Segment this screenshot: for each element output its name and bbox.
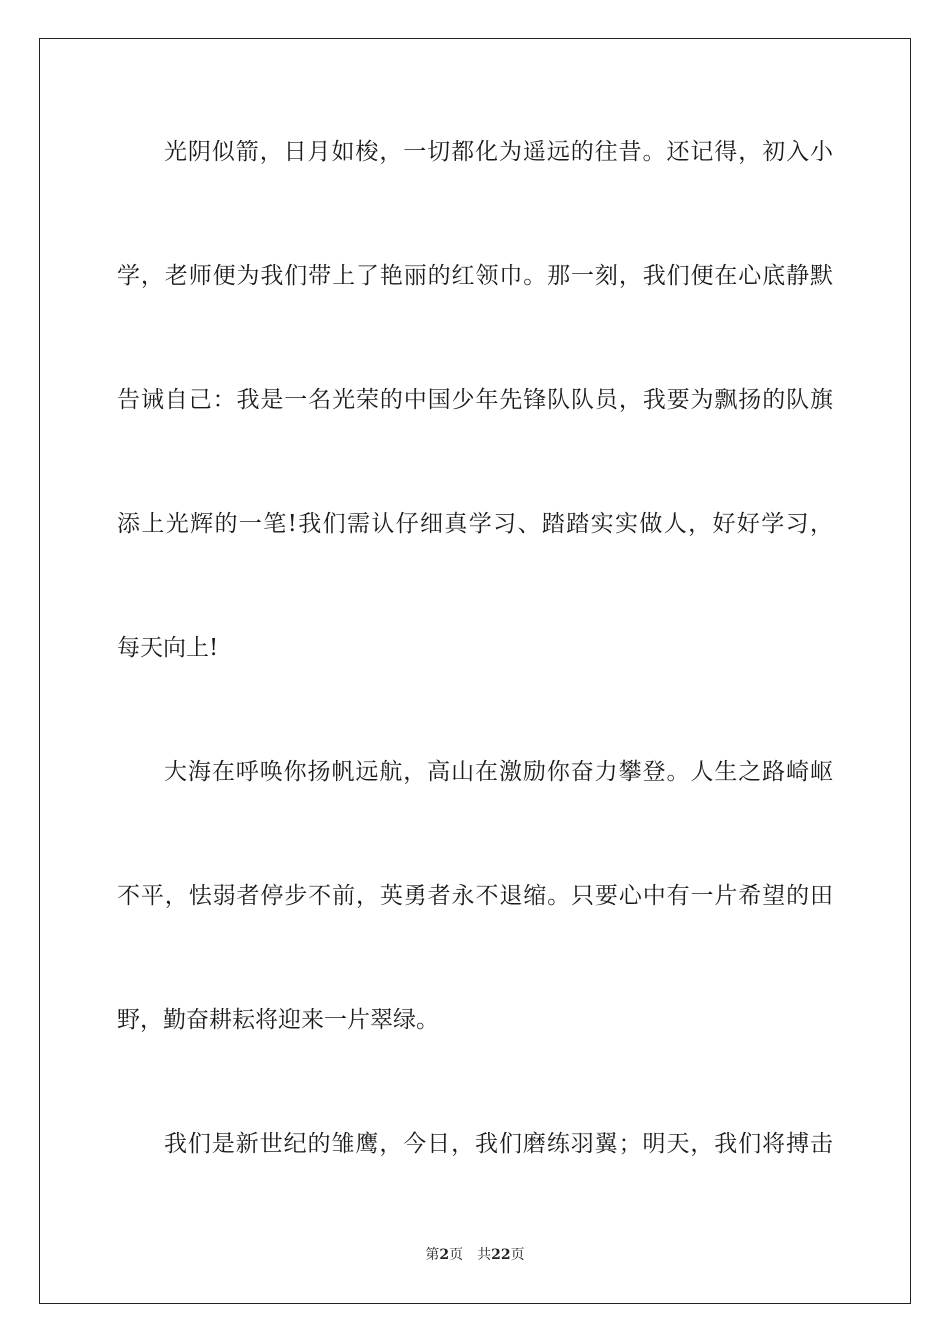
page-footer [0,1245,950,1265]
paragraph-2-line-3: 野，勤奋耕耘将迎来一片翠绿。 [117,1007,439,1033]
paragraph-1-line-5: 每天向上! [117,635,219,661]
paragraph-1-line-1: 光阴似箭，日月如梭，一切都化为遥远的往昔。还记得，初入小 [164,139,833,165]
paragraph-3-line-1: 我们是新世纪的雏鹰，今日，我们磨练羽翼；明天，我们将搏击 [164,1131,833,1157]
total-prefix: 共 [477,1247,492,1263]
paragraph-1-line-2: 学，老师便为我们带上了艳丽的红领巾。那一刻，我们便在心底静默 [117,263,833,289]
paragraph-2-line-1: 大海在呼唤你扬帆远航，高山在激励你奋力攀登。人生之路崎岖 [164,759,833,785]
page-suffix: 页 [449,1247,464,1263]
total-pages: 22 [491,1247,511,1263]
paragraph-1-line-3: 告诫自己：我是一名光荣的中国少年先锋队队员，我要为飘扬的队旗 [117,387,833,413]
paragraph-1-line-4: 添上光辉的一笔!我们需认仔细真学习、踏踏实实做人，好好学习， [117,511,833,537]
total-suffix: 页 [510,1247,525,1263]
page-prefix: 第 [425,1247,440,1263]
page-number: 2 [439,1247,450,1263]
paragraph-2-line-2: 不平，怯弱者停步不前，英勇者永不退缩。只要心中有一片希望的田 [117,883,833,909]
page-border [39,38,911,1304]
